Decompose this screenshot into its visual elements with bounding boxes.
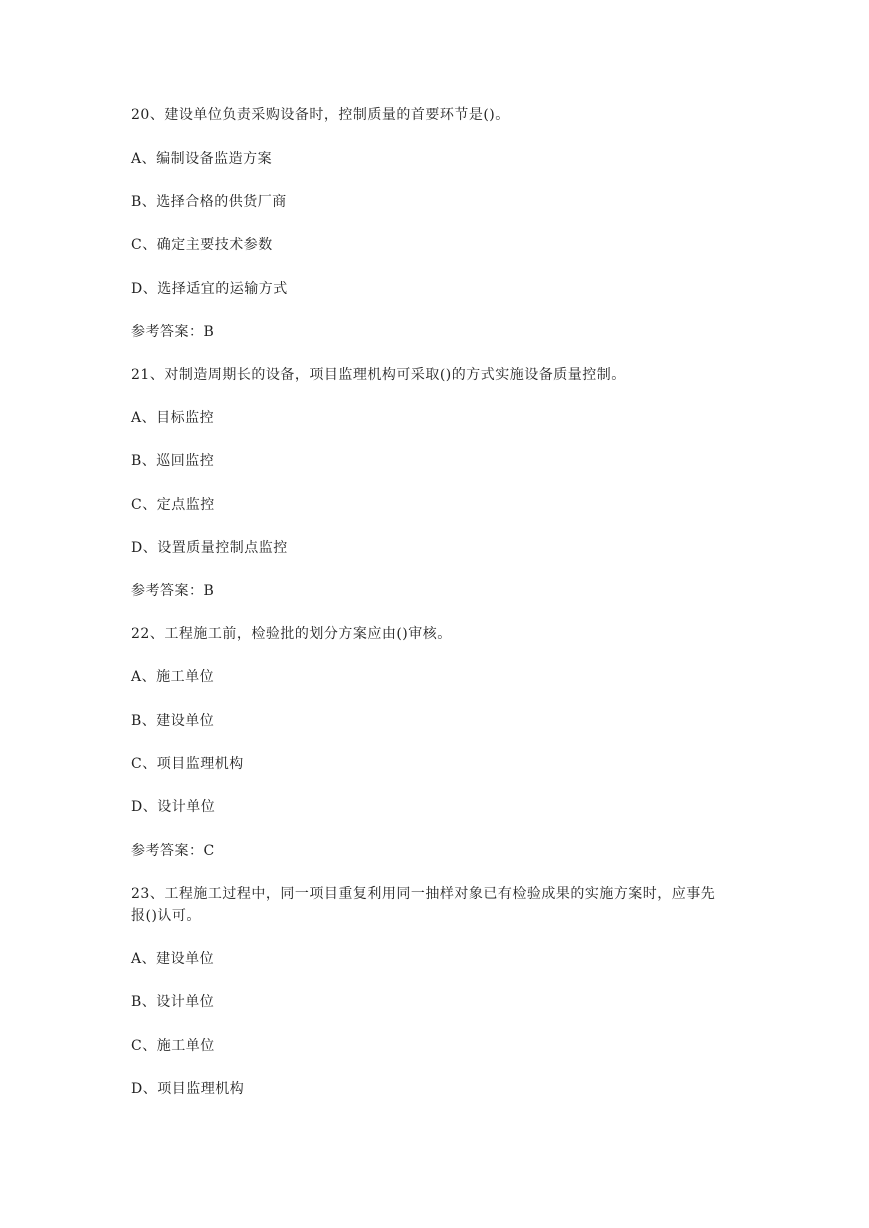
question-21-option-b: B、巡回监控 xyxy=(131,453,215,469)
question-22-option-d: D、设计单位 xyxy=(131,799,216,815)
question-23-option-a: A、建设单位 xyxy=(131,951,215,967)
question-21-option-c: C、定点监控 xyxy=(131,497,215,513)
question-23-stem-line1: 23、工程施工过程中，同一项目重复利用同一抽样对象已有检验成果的实施方案时，应事先 xyxy=(131,886,716,902)
question-21-answer: 参考答案：B xyxy=(131,583,215,599)
question-22-option-b: B、建设单位 xyxy=(131,713,215,729)
question-20-option-a: A、编制设备监造方案 xyxy=(131,151,273,167)
question-21-stem: 21、对制造周期长的设备，项目监理机构可采取()的方式实施设备质量控制。 xyxy=(131,367,626,383)
question-20-answer: 参考答案：B xyxy=(131,324,215,340)
question-20-option-b: B、选择合格的供货厂商 xyxy=(131,194,287,210)
question-23-option-c: C、施工单位 xyxy=(131,1038,215,1054)
question-23-stem-line2: 报()认可。 xyxy=(131,908,201,924)
question-22-stem: 22、工程施工前，检验批的划分方案应由()审核。 xyxy=(131,626,452,642)
question-20-option-d: D、选择适宜的运输方式 xyxy=(131,281,288,297)
question-23-option-b: B、设计单位 xyxy=(131,994,215,1010)
question-22-answer: 参考答案：C xyxy=(131,843,215,859)
question-23-option-d: D、项目监理机构 xyxy=(131,1081,245,1097)
question-22-option-a: A、施工单位 xyxy=(131,669,215,685)
question-20-option-c: C、确定主要技术参数 xyxy=(131,237,273,253)
question-21-option-a: A、目标监控 xyxy=(131,410,215,426)
question-22-option-c: C、项目监理机构 xyxy=(131,756,244,772)
question-20-stem: 20、建设单位负责采购设备时，控制质量的首要环节是()。 xyxy=(131,107,510,123)
question-21-option-d: D、设置质量控制点监控 xyxy=(131,540,288,556)
